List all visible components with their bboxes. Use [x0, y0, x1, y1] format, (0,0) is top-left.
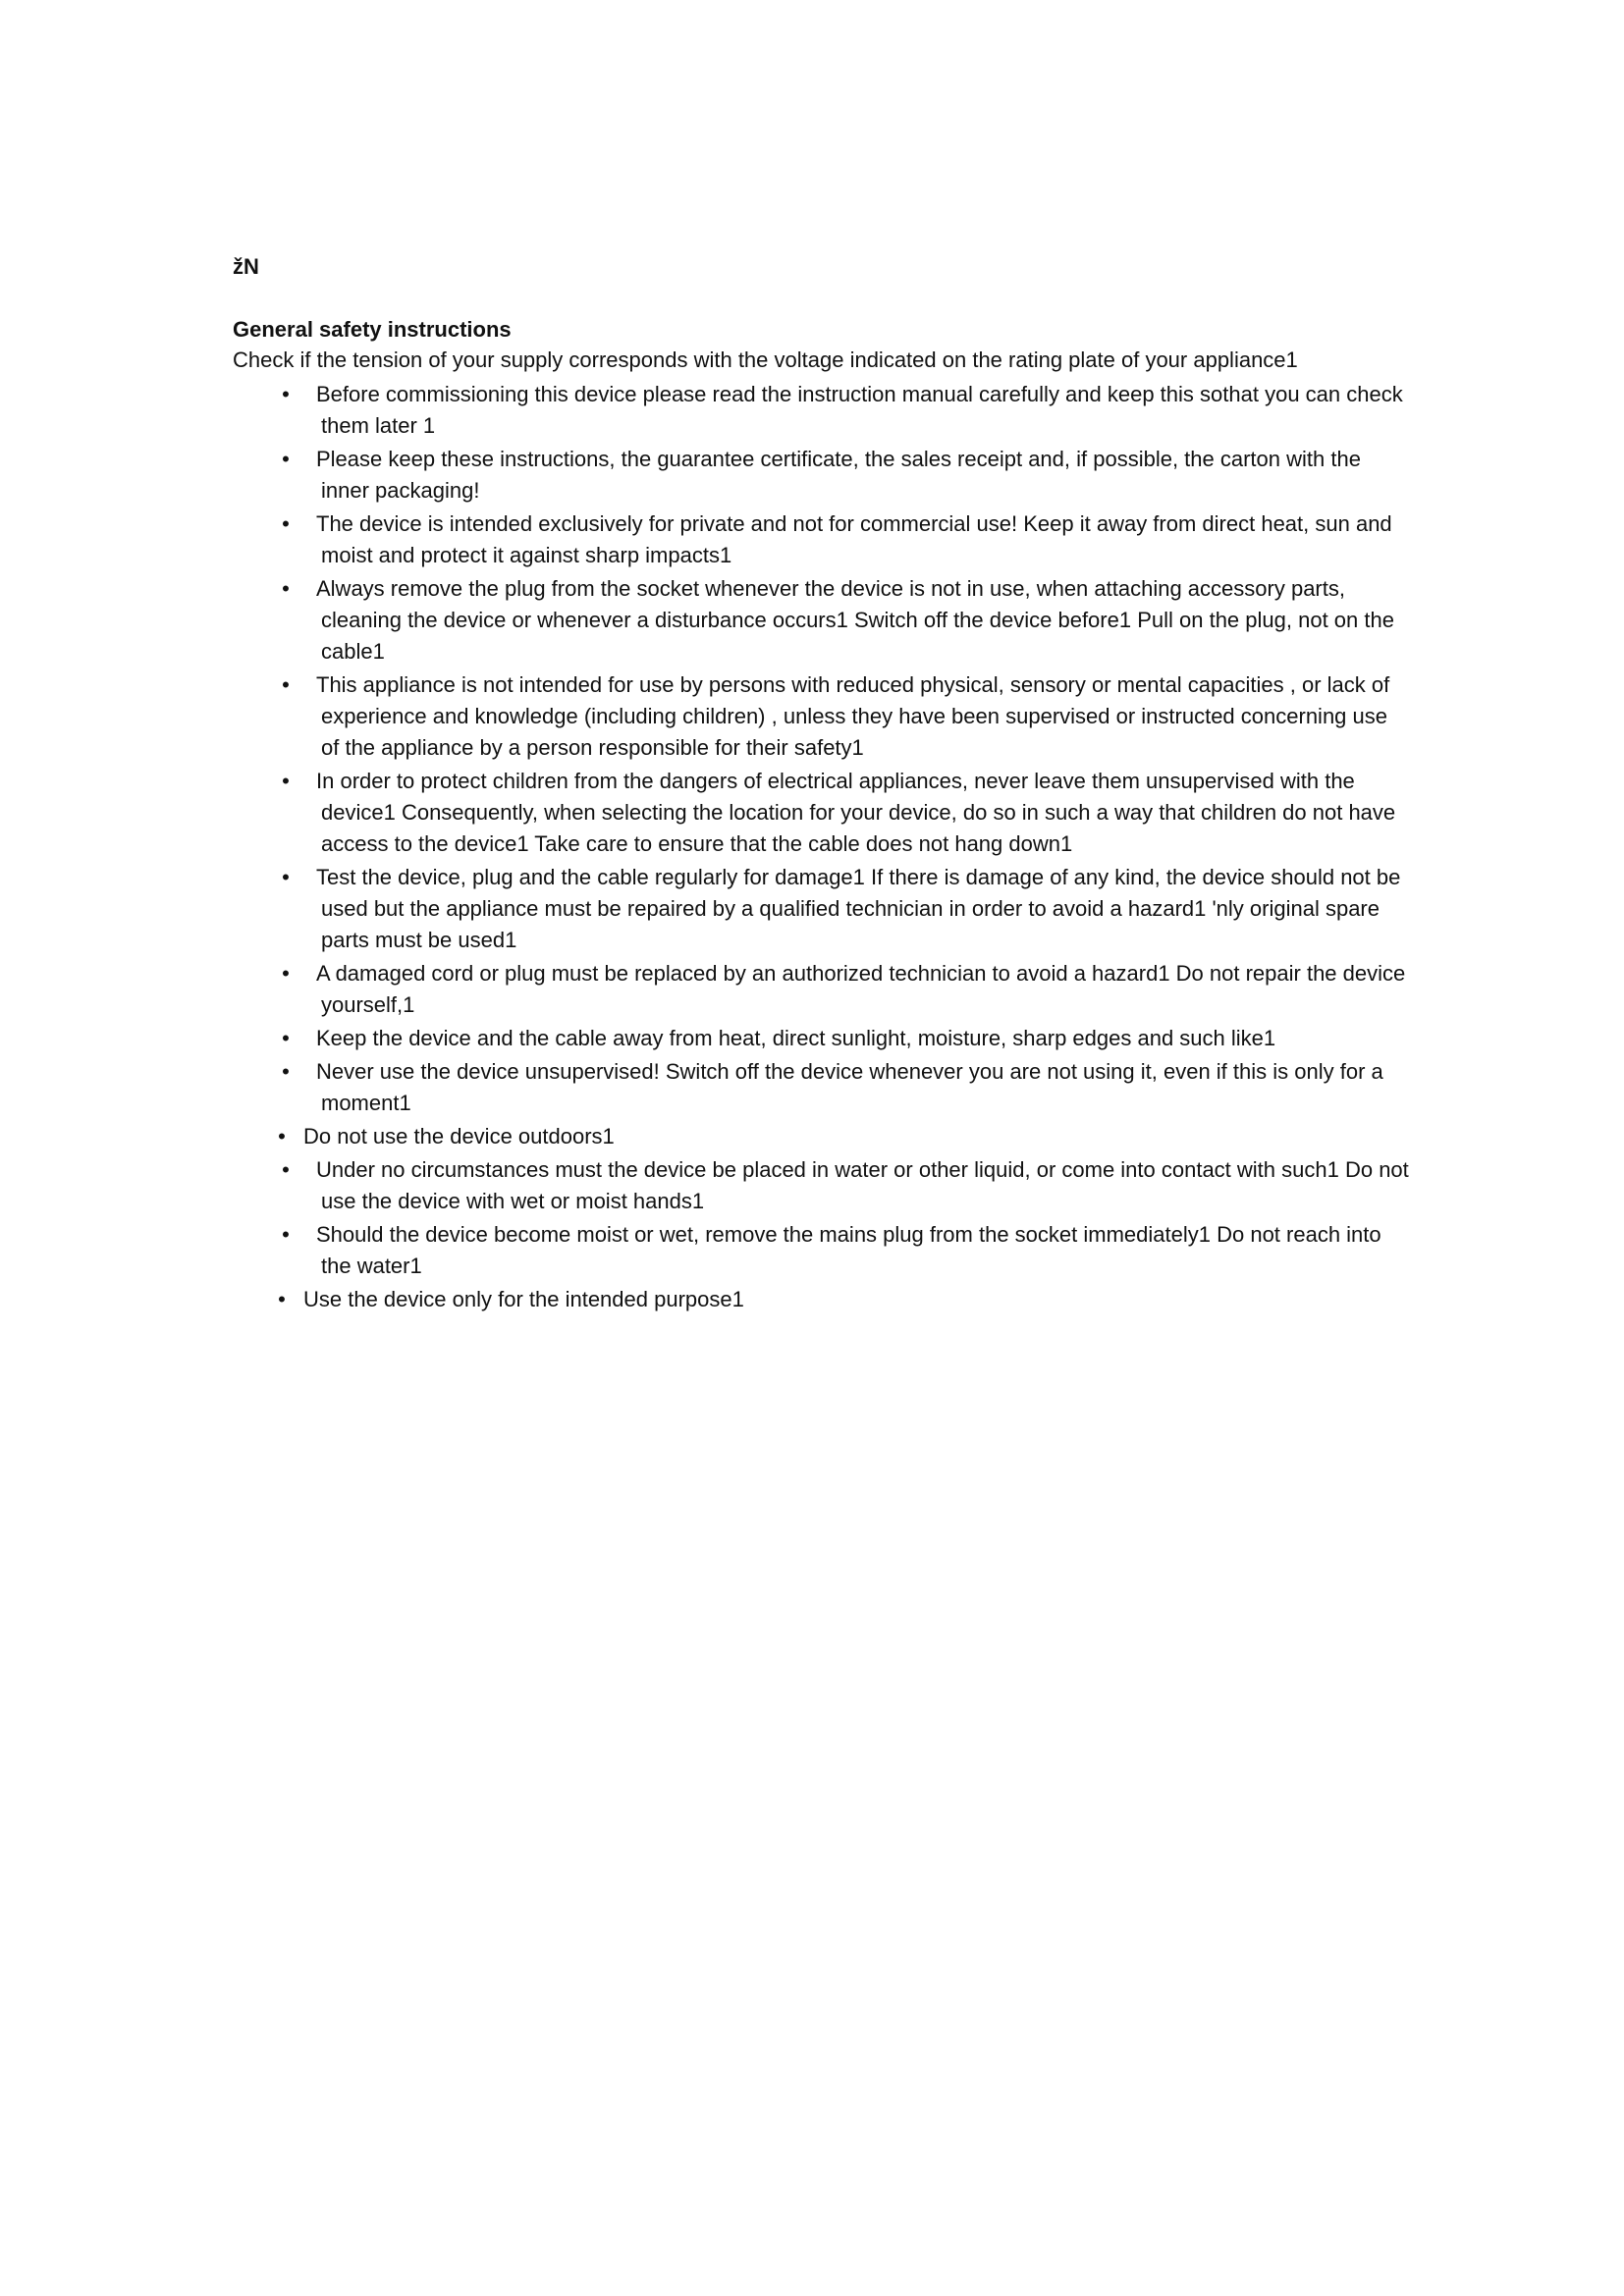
- list-item-text: Use the device only for the intended purpose1: [303, 1287, 744, 1311]
- bullet-icon: •: [282, 672, 290, 697]
- list-item: [233, 1023, 1411, 1054]
- bullet-icon: •: [282, 769, 290, 793]
- list-item: [233, 508, 1411, 571]
- list-item-text: Under no circumstances must the device be placed in water or other liquid, or come into contact with such1 Do not use the device with wet or moist hands1: [316, 1157, 1409, 1213]
- list-item-text: A damaged cord or plug must be replaced by an authorized technician to avoid a hazard1 Do not repair the device yourself,1: [316, 961, 1406, 1017]
- list-item: [233, 766, 1411, 860]
- bullet-icon: •: [278, 1124, 286, 1148]
- list-item-text: Should the device become moist or wet, remove the mains plug from the socket immediately1 Do not reach into the water1: [316, 1222, 1381, 1278]
- list-item-text: This appliance is not intended for use by persons with reduced physical, sensory or mental capacities , or lack of experience and knowledge (including children) , unless they have been supervised or instructed concerning use of the appliance by a person responsible for their safety1: [316, 672, 1390, 760]
- bullet-icon: •: [282, 511, 290, 536]
- bullet-icon: •: [282, 1222, 290, 1247]
- list-item-text: In order to protect children from the dangers of electrical appliances, never leave them unsupervised with the device1 Consequently, when selecting the location for your device, do so in such a way that children do not have access to the device1 Take care to ensure that the cable does not hang down1: [316, 769, 1396, 856]
- section-title: General safety instructions: [233, 317, 512, 342]
- list-item-text: Never use the device unsupervised! Switch off the device whenever you are not using it, even if this is only for a moment1: [316, 1059, 1383, 1115]
- bullet-icon: •: [282, 1157, 290, 1182]
- list-item: [233, 862, 1411, 956]
- list-item: [233, 1121, 1411, 1152]
- list-item: [233, 573, 1411, 667]
- bullet-icon: •: [282, 576, 290, 601]
- list-item-text: Test the device, plug and the cable regularly for damage1 If there is damage of any kind, the device should not be used but the appliance must be repaired by a qualified technician in order to avoid a hazard1 'nly original spare parts must be used1: [316, 865, 1401, 952]
- list-item: [233, 1284, 1411, 1315]
- intro-paragraph: Check if the tension of your supply corresponds with the voltage indicated on the rating plate of your appliance1: [233, 347, 1298, 372]
- list-item-text: Do not use the device outdoors1: [303, 1124, 615, 1148]
- list-item-text: The device is intended exclusively for private and not for commercial use! Keep it away from direct heat, sun and moist and protect it against sharp impacts1: [316, 511, 1392, 567]
- list-item-text: Keep the device and the cable away from heat, direct sunlight, moisture, sharp edges and such like1: [316, 1026, 1276, 1050]
- safety-list: [233, 379, 1411, 1315]
- bullet-icon: •: [282, 1026, 290, 1050]
- bullet-icon: •: [282, 382, 290, 406]
- safety-section: [233, 314, 1411, 1317]
- list-item: [233, 958, 1411, 1021]
- list-item-text: Please keep these instructions, the guarantee certificate, the sales receipt and, if possible, the carton with the inner packaging!: [316, 447, 1361, 503]
- bullet-icon: •: [278, 1287, 286, 1311]
- list-item: [233, 1056, 1411, 1119]
- list-item: [233, 379, 1411, 442]
- list-item: [233, 669, 1411, 764]
- bullet-icon: •: [282, 447, 290, 471]
- list-item-text: Always remove the plug from the socket whenever the device is not in use, when attaching accessory parts, cleaning the device or whenever a disturbance occurs1 Switch off the device before1 Pull on the plug, not on the cable1: [316, 576, 1394, 664]
- bullet-icon: •: [282, 961, 290, 986]
- language-code: žN: [233, 254, 259, 279]
- list-item-text: Before commissioning this device please read the instruction manual carefully and keep this sothat you can check them later 1: [316, 382, 1403, 438]
- bullet-icon: •: [282, 1059, 290, 1084]
- list-item: [233, 1154, 1411, 1217]
- list-item: [233, 444, 1411, 507]
- list-item: [233, 1219, 1411, 1282]
- bullet-icon: •: [282, 865, 290, 889]
